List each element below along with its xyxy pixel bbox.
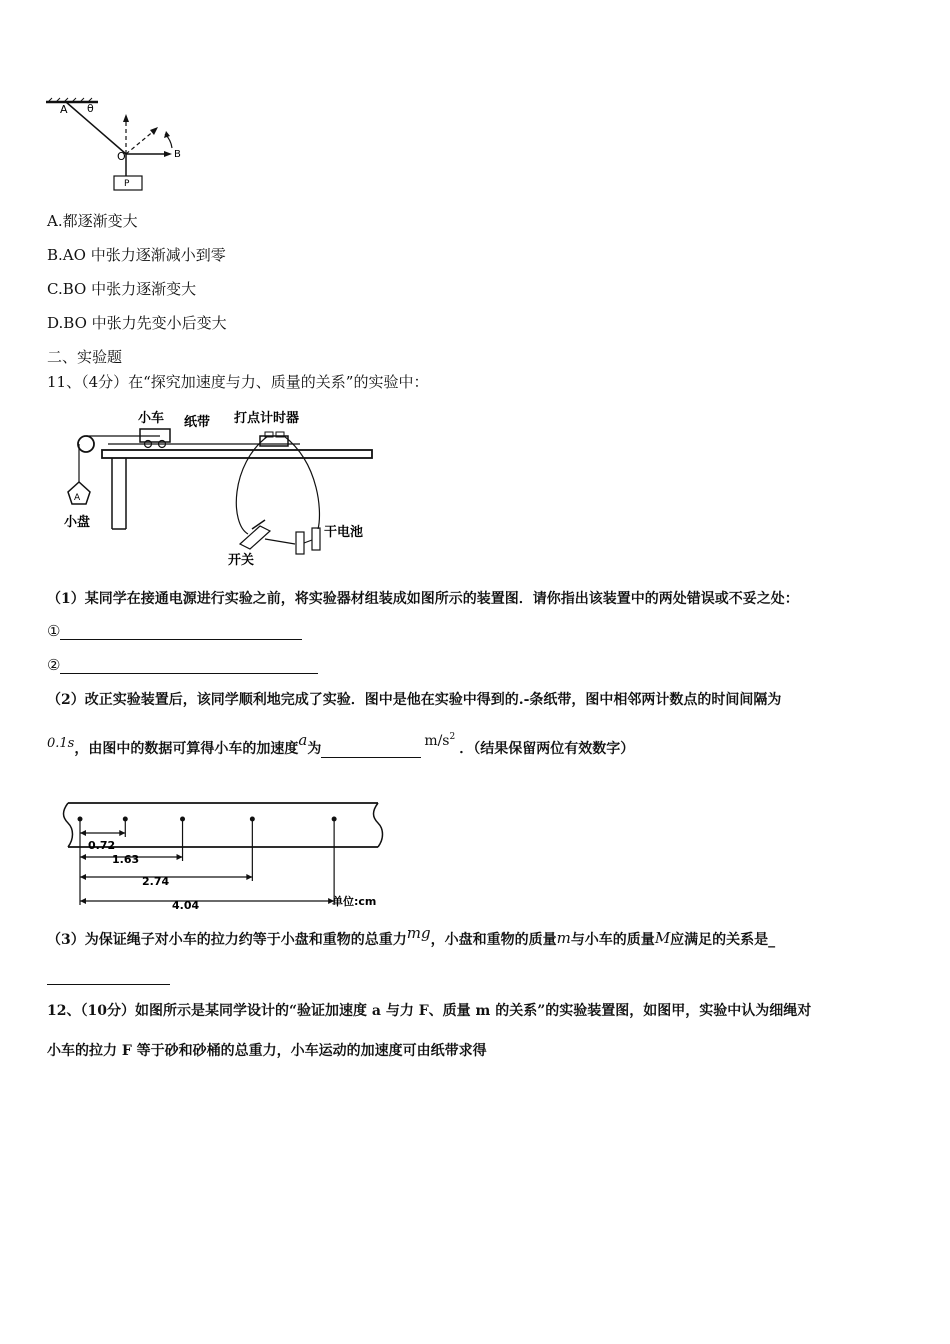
label-tray: 小盘 bbox=[64, 515, 91, 530]
distance-2: 1.63 bbox=[112, 853, 140, 866]
q11-part2-line2: 0.1s，由图中的数据可算得小车的加速度a为 $m/s^2$．（结果保留两位有效数字） bbox=[47, 731, 635, 757]
q11-part2: （2）改正实验装置后，该同学顺利地完成了实验．图中是他在实验中得到的.-条纸带，图中相邻两计数点的时间间隔为 bbox=[47, 692, 782, 708]
arrowhead bbox=[177, 854, 183, 860]
label-o: O bbox=[117, 150, 126, 163]
option-a: A.都逐渐变大 bbox=[47, 212, 138, 230]
q11-blank1: ① bbox=[47, 622, 302, 640]
q11-blank2: ② bbox=[47, 656, 318, 674]
arrowhead bbox=[80, 898, 86, 904]
q12-line1: 12、（10分）如图所示是某同学设计的“验证加速度 a 与力 F、质量 m 的关系”的实验装置图，如图甲，实验中认为细绳对 bbox=[47, 1003, 812, 1019]
arrowhead bbox=[80, 854, 86, 860]
apparatus-figure bbox=[60, 404, 380, 574]
arrowhead bbox=[246, 874, 252, 880]
answer-blank-acceleration[interactable] bbox=[321, 741, 421, 758]
arrowhead bbox=[80, 874, 86, 880]
arrowhead bbox=[80, 830, 86, 836]
option-c: C.BO 中张力逐渐变大 bbox=[47, 280, 197, 298]
label-b: B bbox=[174, 149, 181, 160]
label-p: P bbox=[124, 179, 130, 189]
option-d: D.BO 中张力先变小后变大 bbox=[47, 314, 227, 332]
answer-blank-relation[interactable] bbox=[47, 968, 170, 985]
label-switch: 开关 bbox=[228, 553, 255, 568]
answer-blank-1[interactable] bbox=[60, 623, 302, 640]
label-tape: 纸带 bbox=[184, 415, 211, 430]
svg-text:A: A bbox=[74, 493, 81, 503]
answer-blank-2[interactable] bbox=[60, 657, 318, 674]
section-title: 二、实验题 bbox=[47, 348, 123, 366]
paper-tape-figure bbox=[60, 797, 400, 915]
label-timer: 打点计时器 bbox=[234, 411, 300, 426]
option-b: B.AO 中张力逐渐减小到零 bbox=[47, 246, 226, 264]
q11-stem: 11、（4分）在“探究加速度与力、质量的关系”的实验中： bbox=[47, 373, 429, 391]
unit-label: 单位:cm bbox=[332, 895, 377, 908]
label-theta: θ bbox=[87, 102, 94, 115]
distance-4: 4.04 bbox=[172, 899, 200, 912]
arrowhead bbox=[119, 830, 125, 836]
distance-1: 0.72 bbox=[88, 839, 116, 852]
q11-part3: （3）为保证绳子对小车的拉力约等于小盘和重物的总重力mg，小盘和重物的质量m与小车的质量M应满足的关系是_ bbox=[47, 924, 776, 948]
q11-part1: （1）某同学在接通电源进行实验之前，将实验器材组装成如图所示的装置图．请你指出该装置中的两处错误或不妥之处： bbox=[47, 591, 799, 607]
label-battery: 干电池 bbox=[324, 525, 364, 540]
q12-line2: 小车的拉力 F 等于砂和砂桶的总重力，小车运动的加速度可由纸带求得 bbox=[47, 1043, 487, 1059]
force-diagram bbox=[40, 92, 200, 197]
label-cart: 小车 bbox=[138, 411, 165, 426]
distance-3: 2.74 bbox=[142, 875, 170, 888]
label-a: A bbox=[60, 103, 68, 116]
